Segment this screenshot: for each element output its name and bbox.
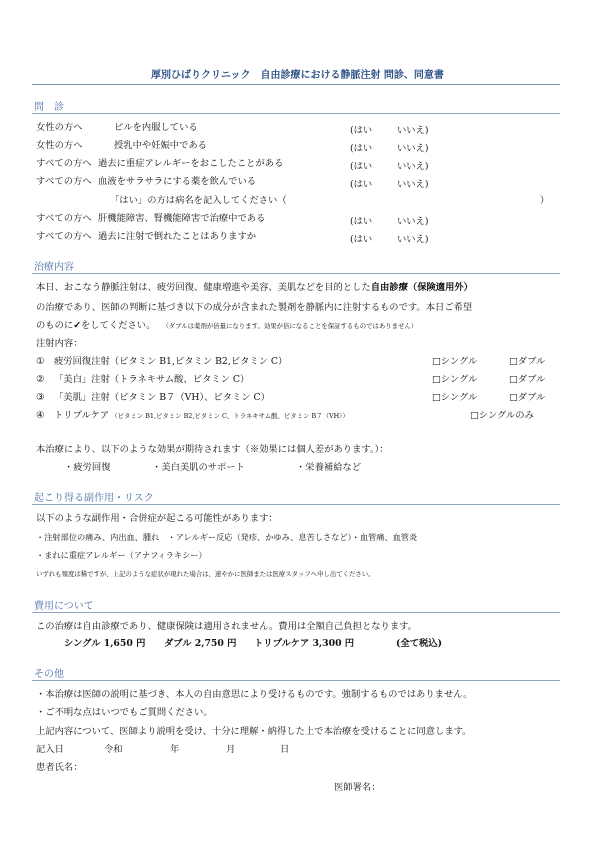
single-checkbox[interactable]: □シングル	[432, 374, 478, 385]
option-number: ①	[36, 356, 45, 367]
date-month[interactable]: 月	[226, 744, 236, 755]
double-dose-note: （ダブルは薬剤が倍量になります。効果が倍になることを保証するものではありません）	[162, 322, 418, 330]
interview-target: すべての方へ	[36, 231, 92, 242]
date-label: 記入日	[36, 744, 64, 755]
section-divider	[32, 273, 560, 274]
interview-target: すべての方へ	[36, 176, 92, 187]
price-triple: トリプルケア 3,300 円	[254, 638, 355, 649]
interview-target: 女性の方へ	[36, 122, 83, 133]
risk-line: ・まれに重症アレルギー（アナフィラキシー）	[36, 550, 207, 560]
answer-no[interactable]: いいえ)	[397, 143, 429, 154]
title-divider	[32, 84, 560, 85]
interview-question: 肝機能障害、腎機能障害で治療中である	[98, 213, 266, 224]
interview-target: すべての方へ	[36, 213, 92, 224]
option-number: ③	[36, 392, 45, 403]
treatment-paragraph: のものに✓をしてください。 （ダブルは薬剤が倍量になります。効果が倍になることを保証するものではありません）	[36, 320, 418, 331]
double-checkbox[interactable]: □ダブル	[509, 356, 546, 367]
date-era[interactable]: 令和	[104, 744, 123, 755]
date-year[interactable]: 年	[170, 744, 180, 755]
fees-text: この治療は自由診療であり、健康保険は適用されません。費用は全額自己負担となります。	[36, 621, 417, 632]
section-heading-risks: 起こり得る副作用・リスク	[34, 493, 154, 504]
risk-line: ・注射部位の痛み、内出血、腫れ ・アレルギー反応（発疹、かゆみ、息苦しさなど）・血管痛、血管炎	[36, 532, 418, 542]
answer-no[interactable]: いいえ)	[397, 234, 429, 245]
disease-name-note: 「はい」の方は病名を記入してください（	[110, 195, 287, 206]
interview-question: 過去に重症アレルギーをおこしたことがある	[98, 158, 284, 169]
single-checkbox[interactable]: □シングル	[432, 356, 478, 367]
effect-intro: 本治療により、以下のような効果が期待されます（※効果には個人差があります。）：	[36, 444, 389, 455]
consent-statement: 上記内容について、医師より説明を受け、十分に理解・納得した上で本治療を受けることに同意します。	[36, 726, 472, 737]
check-mark-icon: ✓	[73, 320, 81, 331]
interview-question: 過去に注射で倒れたことはありますか	[98, 231, 257, 242]
answer-yes[interactable]: (はい	[350, 125, 373, 136]
treatment-paragraph: 本日、おこなう静脈注射は、疲労回復、健康増進や美容、美肌などを目的とした自由診療（保険適用外）	[36, 282, 473, 293]
answer-yes[interactable]: (はい	[350, 161, 373, 172]
section-divider	[32, 612, 560, 613]
other-line: ・ご不明な点はいつでもご質問ください。	[36, 707, 213, 718]
interview-target: すべての方へ	[36, 158, 92, 169]
double-checkbox[interactable]: □ダブル	[509, 392, 546, 403]
section-divider	[32, 680, 560, 681]
section-heading-interview: 問 診	[34, 102, 64, 113]
interview-target: 女性の方へ	[36, 140, 83, 151]
date-day[interactable]: 日	[280, 744, 290, 755]
price-double: ダブル 2,750 円	[164, 638, 237, 649]
doctor-signature-field[interactable]: 医師署名：	[334, 782, 381, 793]
option-number: ④	[36, 410, 45, 421]
tax-included-note: (全て税込)	[396, 638, 442, 649]
answer-yes[interactable]: (はい	[350, 179, 373, 190]
answer-no[interactable]: いいえ)	[397, 216, 429, 227]
free-care-emphasis: 自由診療（保険適用外）	[370, 282, 473, 293]
effect-item: ・疲労回復	[64, 462, 111, 473]
injection-list-label: 注射内容：	[36, 338, 83, 349]
section-heading-fees: 費用について	[34, 601, 94, 612]
section-heading-treatment: 治療内容	[34, 262, 74, 273]
option-name: 疲労回復注射（ビタミン B1,ビタミン B2,ビタミン C）	[54, 356, 288, 367]
single-checkbox[interactable]: □シングル	[432, 392, 478, 403]
answer-no[interactable]: いいえ)	[397, 179, 429, 190]
interview-question: ピルを内服している	[114, 122, 198, 133]
other-line: ・本治療は医師の説明に基づき、本人の自由意思により受けるものです。強制するものではありません。	[36, 689, 473, 700]
answer-no[interactable]: いいえ)	[397, 125, 429, 136]
answer-no[interactable]: いいえ)	[397, 161, 429, 172]
answer-yes[interactable]: (はい	[350, 143, 373, 154]
interview-question: 授乳中や妊娠中である	[114, 140, 207, 151]
answer-yes[interactable]: (はい	[350, 234, 373, 245]
price-single: シングル 1,650 円	[64, 638, 146, 649]
double-checkbox[interactable]: □ダブル	[509, 374, 546, 385]
triple-care-detail: （ビタミン B1,ビタミン B2,ビタミン C、トラネキサム酸、ビタミン B７（VH））	[111, 412, 349, 420]
patient-name-field[interactable]: 患者氏名：	[36, 762, 83, 773]
option-name: 「美白」注射（トラネキサム酸、ビタミン C）	[54, 374, 250, 385]
section-divider	[32, 113, 560, 114]
effect-item: ・美白美肌のサポート	[152, 462, 245, 473]
risks-intro: 以下のような副作用・合併症が起こる可能性があります：	[36, 513, 278, 524]
section-heading-other: その他	[34, 669, 64, 680]
single-only-checkbox[interactable]: □シングルのみ	[470, 410, 534, 421]
section-divider	[32, 504, 560, 505]
option-name: トリプルケア （ビタミン B1,ビタミン B2,ビタミン C、トラネキサム酸、ビタミン B７（VH））	[54, 410, 349, 421]
option-name: 「美肌」注射（ビタミン B７（VH）、ビタミン C）	[54, 392, 270, 403]
option-number: ②	[36, 374, 45, 385]
interview-question: 血液をサラサラにする薬を飲んでいる	[98, 176, 257, 187]
effect-item: ・栄養補給など	[296, 462, 362, 473]
treatment-paragraph: の治療であり、医師の判断に基づき以下の成分が含まれた製剤を静脈内に注射するものです。本日ご希望	[36, 302, 473, 313]
answer-yes[interactable]: (はい	[350, 216, 373, 227]
disease-name-close: ）	[540, 195, 550, 206]
risk-note: いずれも頻度は稀ですが、上記のような症状が現れた場合は、速やかに医師または医療スタッフへ申し出てください。	[36, 570, 375, 578]
page-title: 厚別ひばりクリニック 自由診療における静脈注射 問診、同意書	[151, 70, 444, 81]
